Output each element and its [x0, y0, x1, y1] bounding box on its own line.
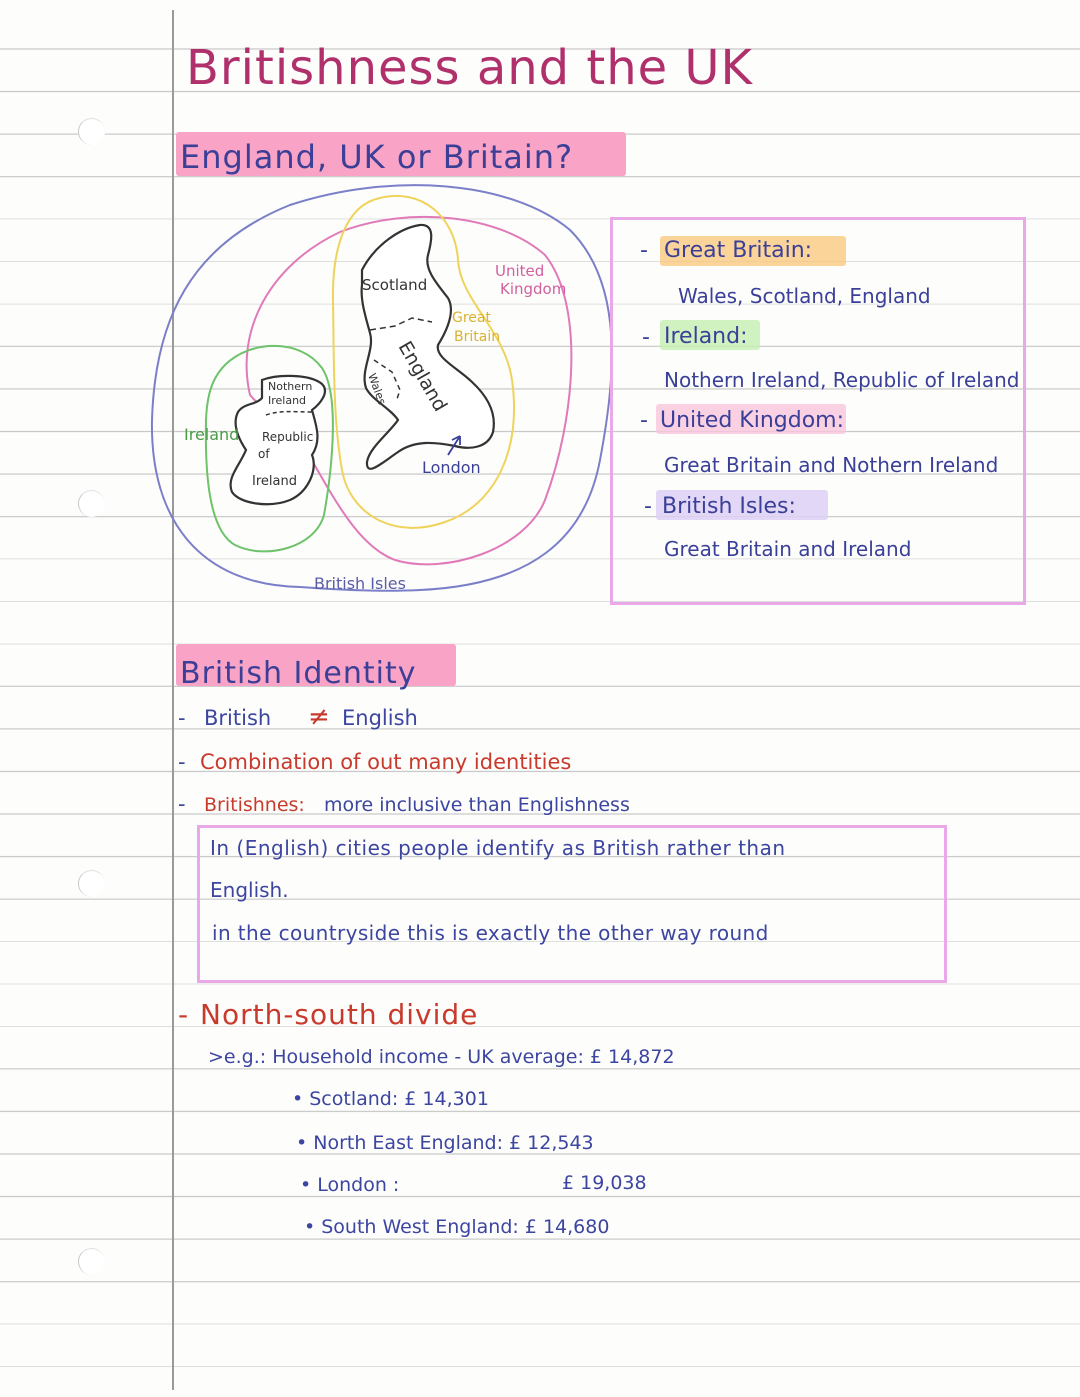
label-great-britain-2: Britain: [454, 329, 501, 345]
dash: -: [642, 325, 650, 350]
dash: -: [644, 494, 652, 519]
british-isles-diagram: [140, 170, 620, 610]
bullet-dash: -: [178, 750, 186, 774]
punch-hole: [78, 1248, 105, 1275]
note-line-3: in the countryside this is exactly the other way round: [212, 921, 769, 945]
income-item-scotland: • Scotland: £ 14,301: [292, 1088, 489, 1110]
income-item-london: • London :: [300, 1174, 400, 1196]
label-republic-2: of: [258, 447, 270, 461]
punch-hole: [78, 870, 105, 897]
not-equal-symbol: ≠: [308, 702, 330, 732]
section1-heading: England, UK or Britain?: [180, 138, 574, 176]
def-term-united-kingdom: United Kingdom:: [660, 408, 844, 433]
bullet-dash: -: [178, 998, 189, 1031]
label-republic-3: Ireland: [252, 474, 297, 489]
label-northern-ireland-2: Ireland: [268, 394, 307, 407]
def-value-british-isles: Great Britain and Ireland: [664, 537, 912, 561]
label-wales: Wales: [365, 371, 389, 407]
bullet3-label: Britishnes:: [204, 794, 305, 816]
label-united-kingdom-1: United: [495, 262, 545, 280]
punch-hole: [78, 490, 105, 517]
label-northern-ireland-1: Nothern: [268, 380, 313, 393]
label-england: England: [393, 337, 452, 416]
bullet2-text: Combination of out many identities: [200, 750, 572, 774]
example-intro: >e.g.: Household income - UK average: £ 14,872: [208, 1046, 675, 1068]
label-united-kingdom-2: Kingdom: [500, 280, 567, 298]
income-item-south-west: • South West England: £ 14,680: [304, 1216, 610, 1238]
bullet1-left: British: [204, 706, 272, 730]
bullet1-right: English: [342, 706, 418, 730]
def-term-great-britain: Great Britain:: [664, 238, 813, 263]
note-line-2: English.: [210, 878, 289, 902]
label-ireland: Ireland: [184, 425, 240, 444]
note-line-1: In (English) cities people identify as British rather than: [210, 836, 786, 860]
great-britain-island: [362, 225, 494, 469]
income-item-north-east: • North East England: £ 12,543: [296, 1132, 594, 1154]
def-term-british-isles: British Isles:: [662, 494, 796, 519]
bullet3-text: more inclusive than Englishness: [324, 794, 630, 816]
section2-heading: British Identity: [180, 656, 417, 691]
label-british-isles: British Isles: [314, 574, 406, 593]
dash: -: [640, 238, 648, 263]
section3-heading: North-south divide: [200, 998, 479, 1031]
punch-hole: [78, 118, 105, 145]
dash: -: [640, 408, 648, 433]
page-title: Britishness and the UK: [186, 40, 754, 96]
def-value-great-britain: Wales, Scotland, England: [678, 284, 931, 308]
def-value-united-kingdom: Great Britain and Nothern Ireland: [664, 453, 999, 477]
def-value-ireland: Nothern Ireland, Republic of Ireland: [664, 368, 1020, 392]
def-term-ireland: Ireland:: [664, 324, 748, 349]
label-great-britain-1: Great: [452, 310, 491, 326]
label-scotland: Scotland: [362, 276, 428, 294]
bullet-dash: -: [178, 706, 186, 730]
label-london: London: [422, 458, 481, 477]
income-value-london: £ 19,038: [562, 1172, 647, 1194]
label-republic-1: Republic: [262, 430, 314, 444]
bullet-dash: -: [178, 792, 186, 816]
